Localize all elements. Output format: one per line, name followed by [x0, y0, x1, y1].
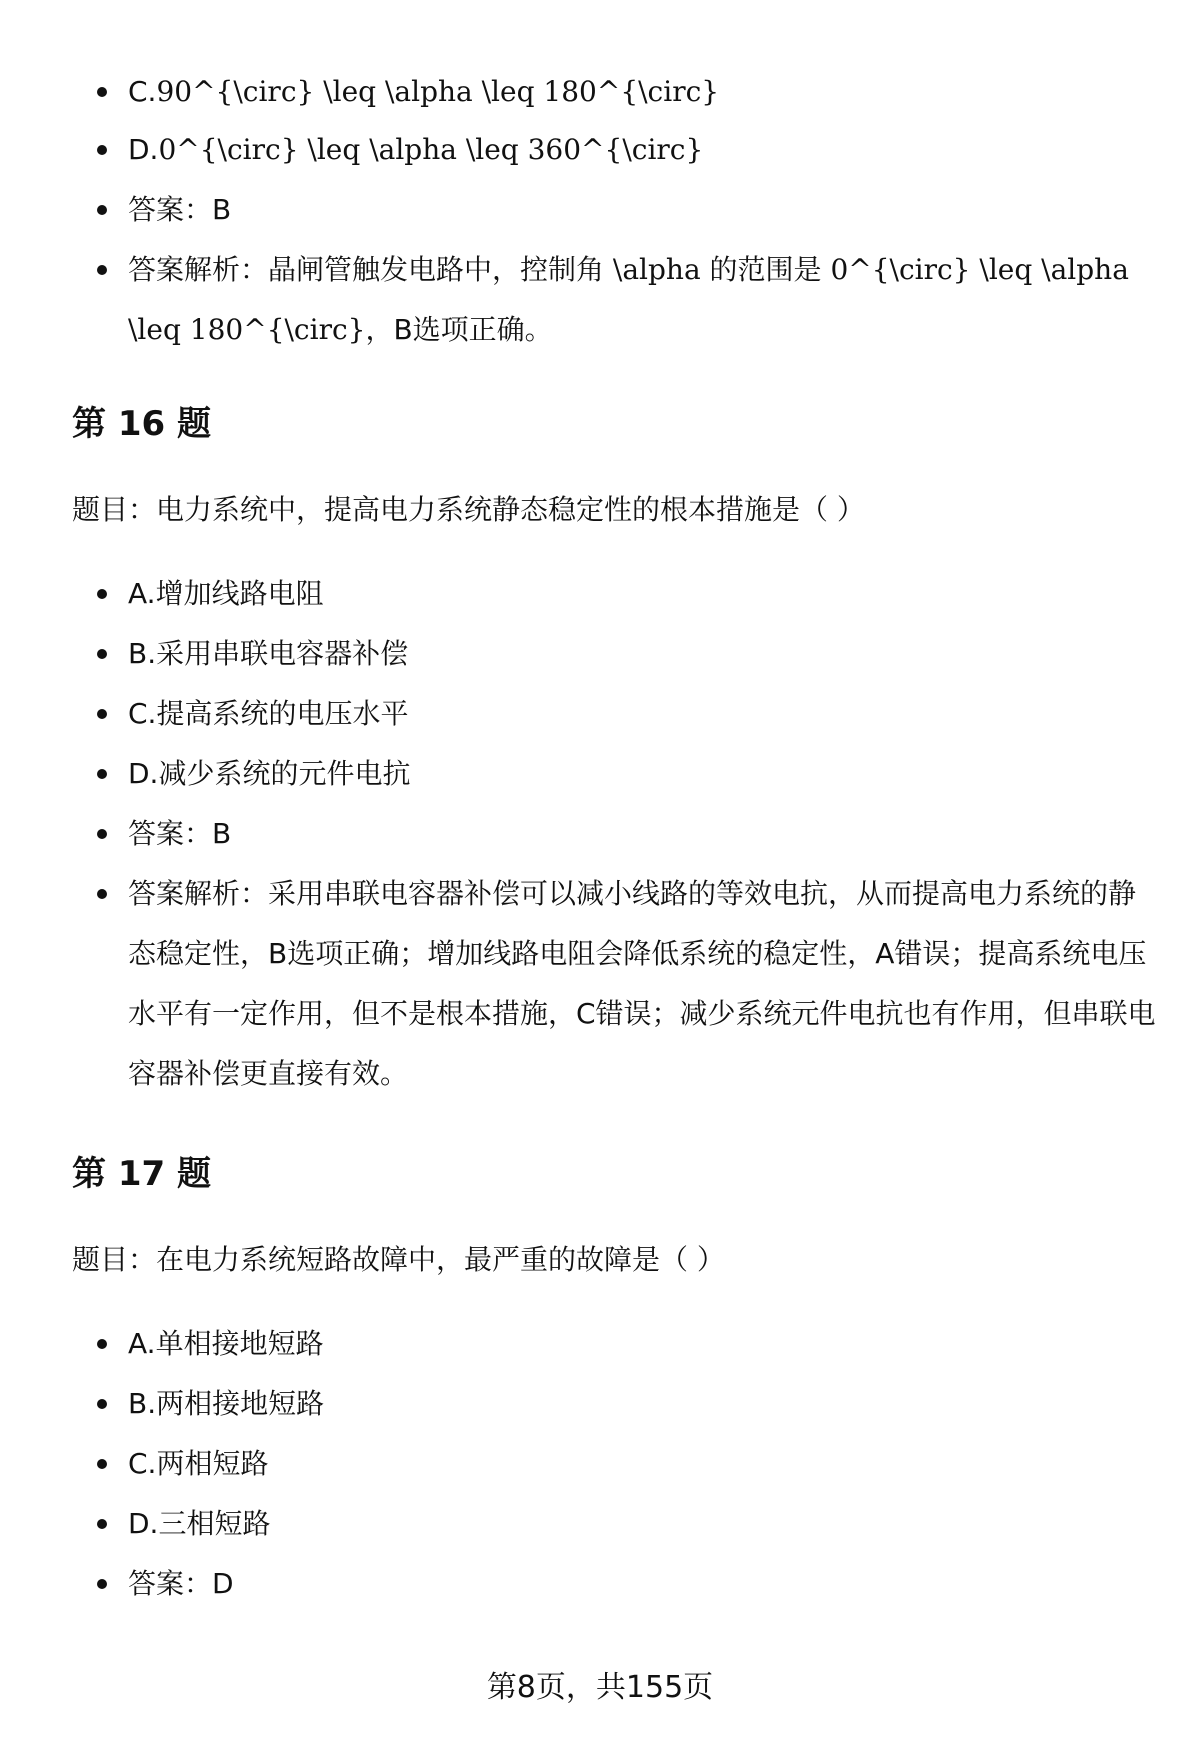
- q17-option-d: D.三相短路: [72, 1494, 1162, 1554]
- math-expression: 90^{\circ} \leq \alpha \leq 180^{\circ}: [156, 75, 720, 108]
- q15-option-c: C.90^{\circ} \leq \alpha \leq 180^{\circ}: [72, 62, 1162, 122]
- q16-option-c: C.提高系统的电压水平: [72, 684, 1162, 744]
- q16-option-b: B.采用串联电容器补偿: [72, 624, 1162, 684]
- q16-option-a: A.增加线路电阻: [72, 564, 1162, 624]
- q17-option-a: A.单相接地短路: [72, 1314, 1162, 1374]
- q16-question: 题目：电力系统中，提高电力系统静态稳定性的根本措施是（ ）: [72, 493, 865, 526]
- q16-options-list: [72, 564, 1162, 1104]
- q16-explanation: 答案解析：采用串联电容器补偿可以减小线路的等效电抗，从而提高电力系统的静态稳定性，B选项正确；增加线路电阻会降低系统的稳定性，A错误；提高系统电压水平有一定作用，但不是根本措施，C错误；减少系统元件电抗也有作用，但串联电容器补偿更直接有效。: [72, 864, 1162, 1104]
- q16-heading: 第 16 题: [72, 404, 211, 444]
- q17-answer: 答案：D: [72, 1554, 1162, 1614]
- q15-options-list: [72, 62, 1162, 360]
- q15-answer: 答案：B: [72, 180, 1162, 240]
- q16-option-d: D.减少系统的元件电抗: [72, 744, 1162, 804]
- math-expression: \alpha: [612, 253, 701, 286]
- q15-option-d: D.0^{\circ} \leq \alpha \leq 360^{\circ}: [72, 120, 1162, 180]
- q17-question: 题目：在电力系统短路故障中，最严重的故障是（ ）: [72, 1243, 725, 1276]
- q17-heading: 第 17 题: [72, 1154, 211, 1194]
- q15-explanation: 答案解析：晶闸管触发电路中，控制角 \alpha 的范围是 0^{\circ} \leq \alpha \leq 180^{\circ}，B选项正确。: [72, 240, 1162, 360]
- math-expression: 0^{\circ} \leq \alpha \leq 360^{\circ}: [158, 133, 704, 166]
- page-number-footer: 第8页，共155页: [486, 1670, 714, 1705]
- page-content: [72, 62, 1162, 1614]
- q17-options-list: [72, 1314, 1162, 1614]
- q17-option-c: C.两相短路: [72, 1434, 1162, 1494]
- q16-answer: 答案：B: [72, 804, 1162, 864]
- q17-option-b: B.两相接地短路: [72, 1374, 1162, 1434]
- math-expression: 0^{\circ} \leq \alpha \leq 180^{\circ}: [128, 253, 1129, 346]
